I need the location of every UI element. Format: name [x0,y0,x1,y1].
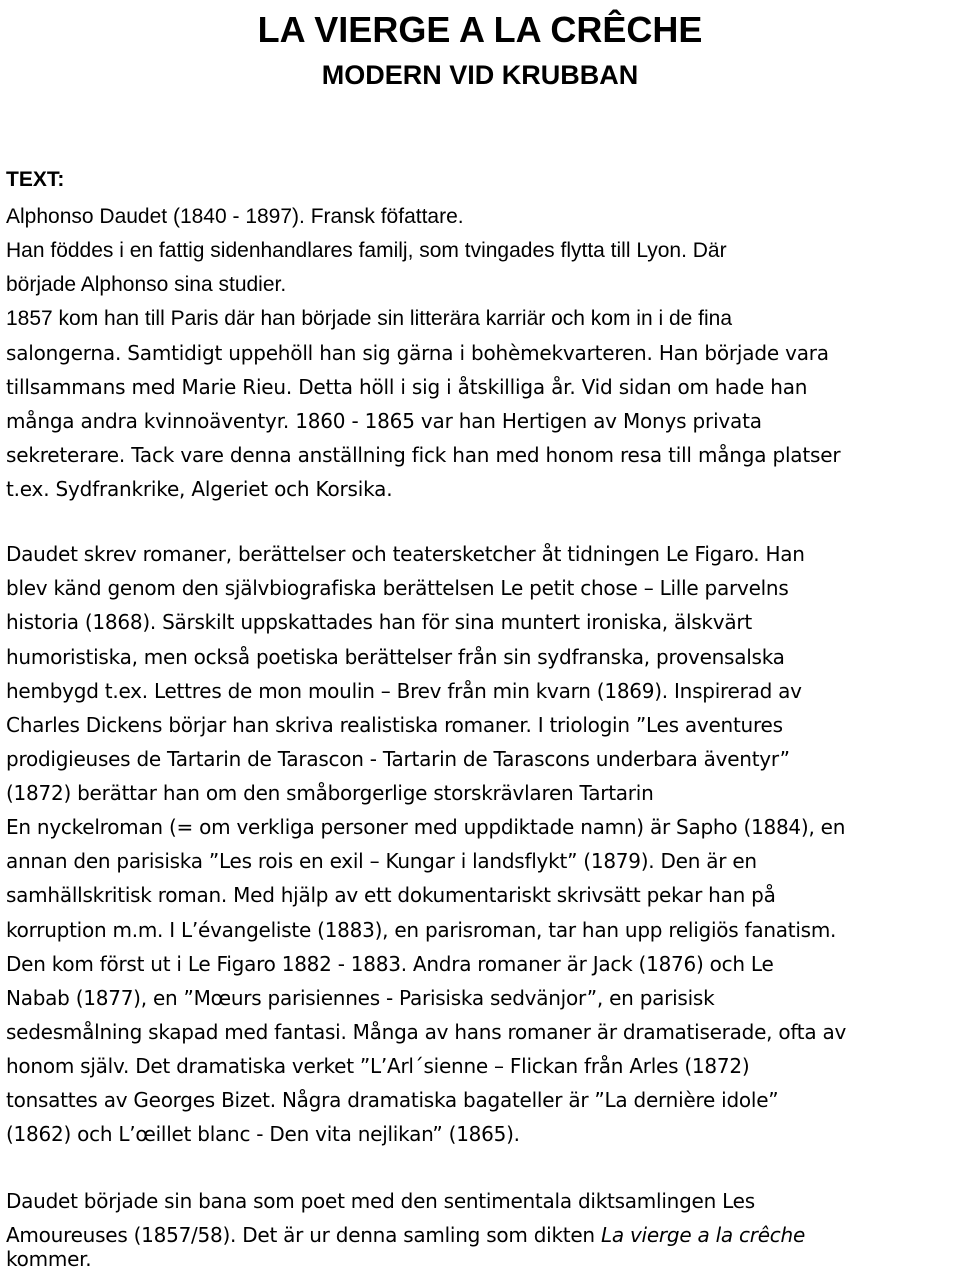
paragraph-1-line: t.ex. Sydfrankrike, Algeriet och Korsika. [6,477,393,501]
paragraph-2-line: Daudet skrev romaner, berättelser och teatersketcher åt tidningen Le Figaro. Han [6,542,805,566]
paragraph-2-line: Charles Dickens börjar han skriva realistiska romaner. I triologin ”Les aventures [6,713,783,737]
paragraph-2-line: Den kom först ut i Le Figaro 1882 - 1883. Andra romaner är Jack (1876) och Le [6,952,774,976]
paragraph-1-line: tillsammans med Marie Rieu. Detta höll i sig i åtskilliga år. Vid sidan om hade han [6,375,808,399]
paragraph-3-text: Amoureuses (1857/58). Det är ur denna samling som dikten [6,1223,601,1247]
paragraph-2-line: blev känd genom den självbiografiska berättelsen Le petit chose – Lille parvelns [6,576,789,600]
paragraph-1-line: 1857 kom han till Paris där han började sin litterära karriär och kom in i de fina [6,307,733,330]
paragraph-2-line: (1862) och L’œillet blanc - Den vita nejlikan” (1865). [6,1122,520,1146]
paragraph-1-line: sekreterare. Tack vare denna anställning fick han med honom resa till många platser [6,443,841,467]
author-line: Alphonso Daudet (1840 - 1897). Fransk föfattare. [6,205,464,228]
paragraph-2-line: honom själv. Det dramatiska verket ”L’Arl´sienne – Flickan från Arles (1872) [6,1054,750,1078]
paragraph-2-line: samhällskritisk roman. Med hjälp av ett dokumentariskt skrivsätt pekar han på [6,883,776,907]
paragraph-1-line: började Alphonso sina studier. [6,273,287,296]
paragraph-2-line: humoristiska, men också poetiska berättelser från sin sydfranska, provensalska [6,645,785,669]
paragraph-2-line: historia (1868). Särskilt uppskattades han för sina muntert ironiska, älskvärt [6,610,752,634]
paragraph-1-line: många andra kvinnoäventyr. 1860 - 1865 var han Hertigen av Monys privata [6,409,762,433]
paragraph-2-line: annan den parisiska ”Les rois en exil – Kungar i landsflykt” (1879). Den är en [6,849,757,873]
paragraph-2-line: prodigieuses de Tartarin de Tarascon - Tartarin de Tarascons underbara äventyr” [6,747,790,771]
paragraph-3-line [6,1218,805,1252]
page-subtitle: MODERN VID KRUBBAN [321,60,639,90]
paragraph-3-line: Daudet började sin bana som poet med den sentimentala diktsamlingen Les [6,1189,755,1213]
paragraph-2-line: hembygd t.ex. Lettres de mon moulin – Brev från min kvarn (1869). Inspirerad av [6,679,802,703]
paragraph-2-line: sedesmålning skapad med fantasi. Många av hans romaner är dramatiserade, ofta av [6,1020,847,1044]
paragraph-1-line: Han föddes i en fattig sidenhandlares familj, som tvingades flytta till Lyon. Där [6,239,727,262]
page-title: LA VIERGE A LA CRÊCHE [257,9,703,50]
paragraph-2-line: Nabab (1877), en ”Mœurs parisiennes - Parisiska sedvänjor”, en parisisk [6,986,715,1010]
section-label: TEXT: [6,168,65,191]
paragraph-1-line: salongerna. Samtidigt uppehöll han sig gärna i bohèmekvarteren. Han började vara [6,341,829,365]
paragraph-2-line: (1872) berättar han om den småborgerlige storskrävlaren Tartarin [6,781,654,805]
paragraph-3-line: kommer. [6,1247,92,1271]
poem-title: La vierge a la crêche [600,1223,806,1247]
paragraph-2-line: tonsattes av Georges Bizet. Några dramatiska bagateller är ”La dernière idole” [6,1088,779,1112]
paragraph-2-line: En nyckelroman (= om verkliga personer med uppdiktade namn) är Sapho (1884), en [6,815,846,839]
paragraph-2-line: korruption m.m. I L’évangeliste (1883), en parisroman, tar han upp religiös fanatism. [6,918,837,942]
